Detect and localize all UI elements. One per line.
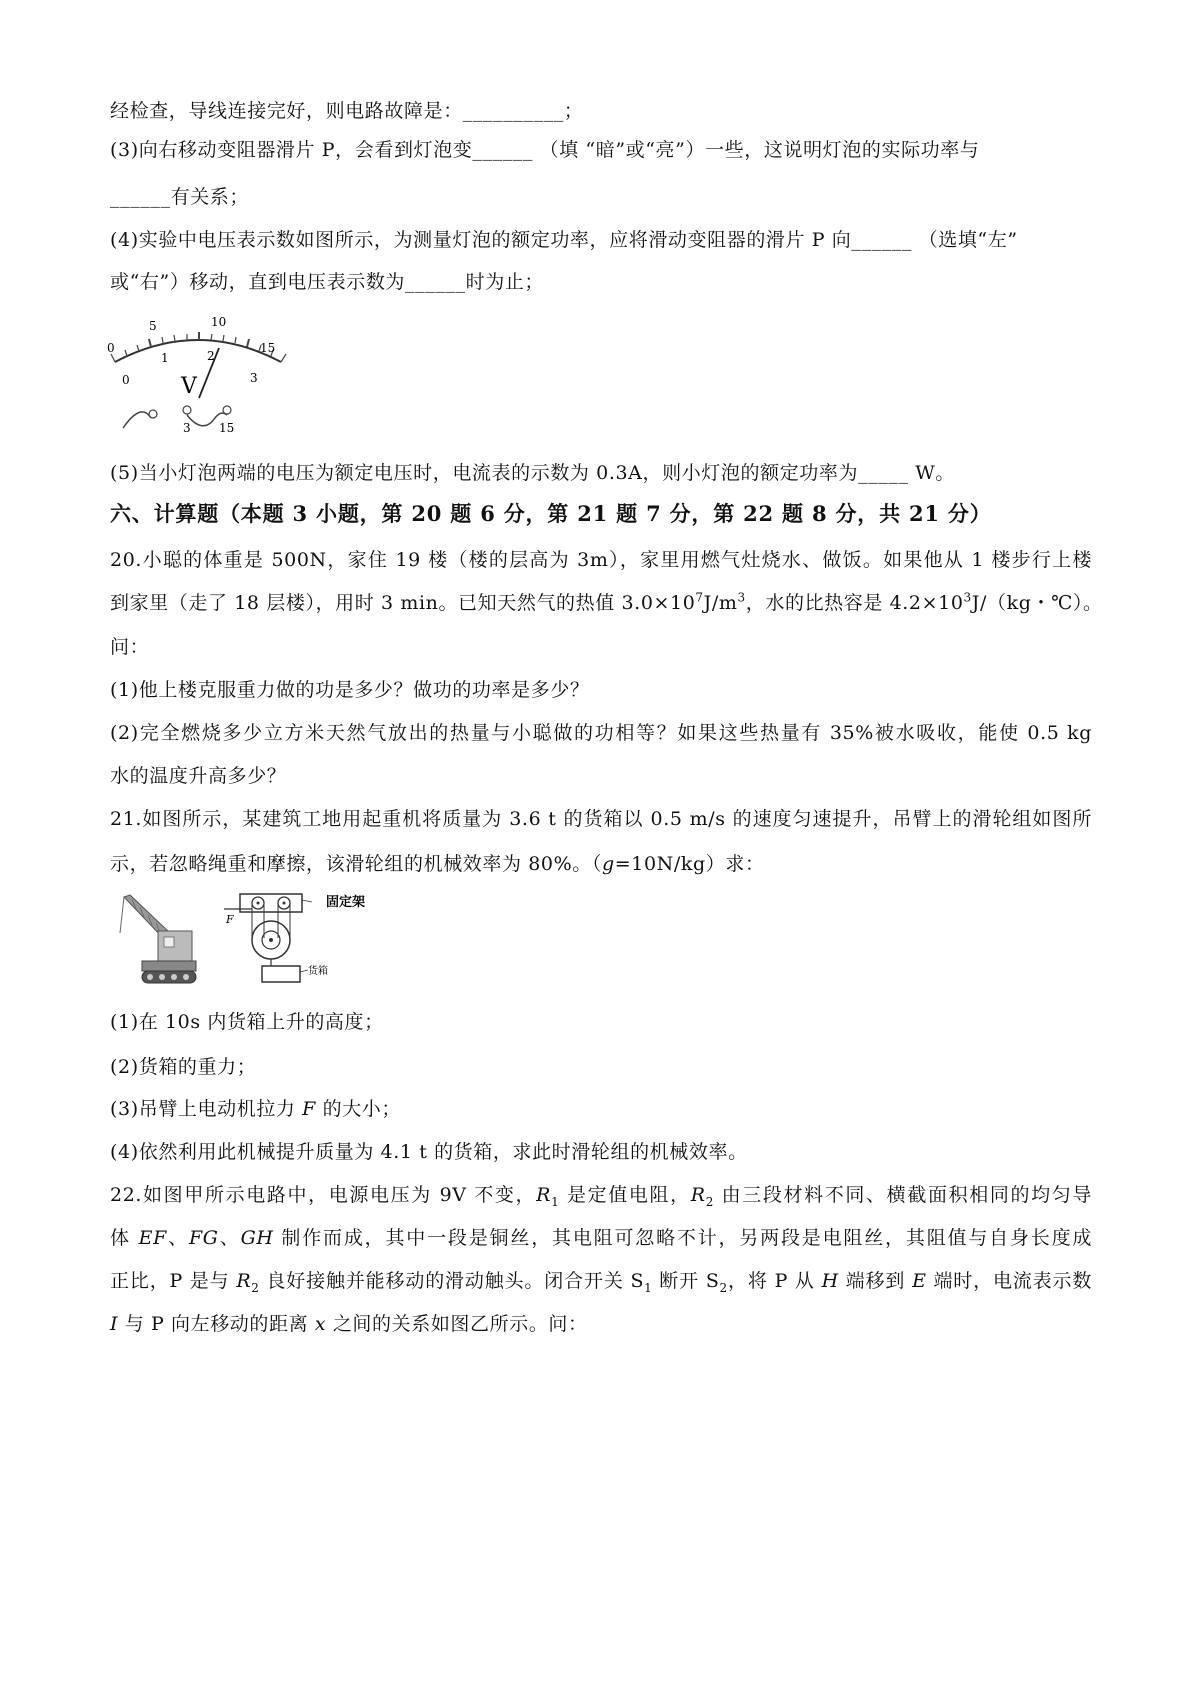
force-label: F [226,913,234,926]
question-21-sub-1: (1)在 10s 内货箱上升的高度； [110,1011,384,1033]
question-21-sub-3: (3)吊臂上电动机拉力 F 的大小； [110,1098,401,1120]
voltmeter-lower-1: 1 [161,351,169,365]
voltmeter-lower-3: 3 [250,371,258,385]
question-20-sub-2: (2)完全燃烧多少立方米天然气放出的热量与小聪做的功相等？如果这些热量有 35%被水吸收，能使 0.5 kg [110,722,1092,744]
question-19-part-4: (4)实验中电压表示数如图所示，为测量灯泡的额定功率，应将滑动变阻器的滑片 P 向______ （选填“左” [110,229,1018,251]
question-20-sub-2-cont: 水的温度升高多少？ [110,765,287,787]
voltmeter-upper-5: 5 [149,319,157,333]
voltmeter-lower-2: 2 [207,349,215,363]
question-19-part-4-cont: 或“右”）移动，直到电压表示数为______时为止； [110,271,545,293]
voltmeter-lower-0: 0 [122,373,130,387]
voltmeter-figure [103,310,293,445]
question-21-sub-2: (2)货箱的重力； [110,1056,257,1078]
section-6-heading: 六、计算题（本题 3 小题，第 20 题 6 分，第 21 题 7 分，第 22 题 8 分，共 21 分） [110,501,992,526]
crane-figure [112,893,198,987]
question-19-part-5: (5)当小灯泡两端的电压为额定电压时，电流表的示数为 0.3A，则小灯泡的额定功率为_____ W。 [110,462,955,484]
fixed-frame-label: 固定架 [326,895,366,910]
question-19-part-3: (3)向右移动变阻器滑片 P，会看到灯泡变______ （填 “暗”或“亮”）一些，这说明灯泡的实际功率与 [110,139,980,161]
cargo-box-label: 货箱 [308,966,328,977]
question-22-line-2: 体 EF、FG、GH 制作而成，其中一段是铜丝，其电阻可忽略不计，另两段是电阻丝，其阻值与自身长度成 [110,1227,1092,1249]
question-19-part-3-cont: ______有关系； [110,186,250,208]
voltmeter-upper-0: 0 [107,341,115,355]
question-21-line-2: 示，若忽略绳重和摩擦，该滑轮组的机械效率为 80%。（g=10N/kg）求： [110,853,765,875]
question-21-line-1: 21.如图所示，某建筑工地用起重机将质量为 3.6 t 的货箱以 0.5 m/s 的速度匀速提升，吊臂上的滑轮组如图所 [110,808,1092,830]
question-22-line-3: 正比，P 是与 $R_2$ 良好接触并能移动的滑动触头。闭合开关 $S_1$ 断开 $S_2$，将 P 从 H 端移到 E 端时，电流表示数 [110,1270,1092,1295]
question-22-line-4: I 与 P 向左移动的距离 x 之间的关系如图乙所示。问： [110,1313,588,1335]
voltmeter-upper-15: 15 [260,341,276,355]
question-20-line-1: 20.小聪的体重是 500N，家住 19 楼（楼的层高为 3m），家里用燃气灶烧水、做饭。如果他从 1 楼步行上楼 [110,549,1092,571]
pulley-system-figure [222,890,382,990]
question-20-sub-1: (1)他上楼克服重力做的功是多少？做功的功率是多少？ [110,679,590,701]
question-22-line-1: 22.如图甲所示电路中，电源电压为 9V 不变，$R_1$ 是定值电阻，$R_2$ 由三段材料不同、横截面积相同的均匀导 [110,1184,1092,1209]
terminal-15: 15 [219,421,235,435]
terminal-3: 3 [183,421,191,435]
voltmeter-upper-10: 10 [211,315,227,329]
question-21-sub-4: (4)依然利用此机械提升质量为 4.1 t 的货箱，求此时滑轮组的机械效率。 [110,1141,748,1163]
question-20-line-2: 到家里（走了 18 层楼），用时 3 min。已知天然气的热值 $3.0\times 10^7J/m^3$，水的比热容是 $4.2\times 10^3J/(kg$・℃）。 [110,590,1103,614]
question-20-line-3: 问： [110,636,150,658]
text-line-fault: 经检查，导线连接完好，则电路故障是：__________； [110,100,584,122]
voltmeter-unit: V [181,374,197,399]
cargo-box [262,966,300,982]
